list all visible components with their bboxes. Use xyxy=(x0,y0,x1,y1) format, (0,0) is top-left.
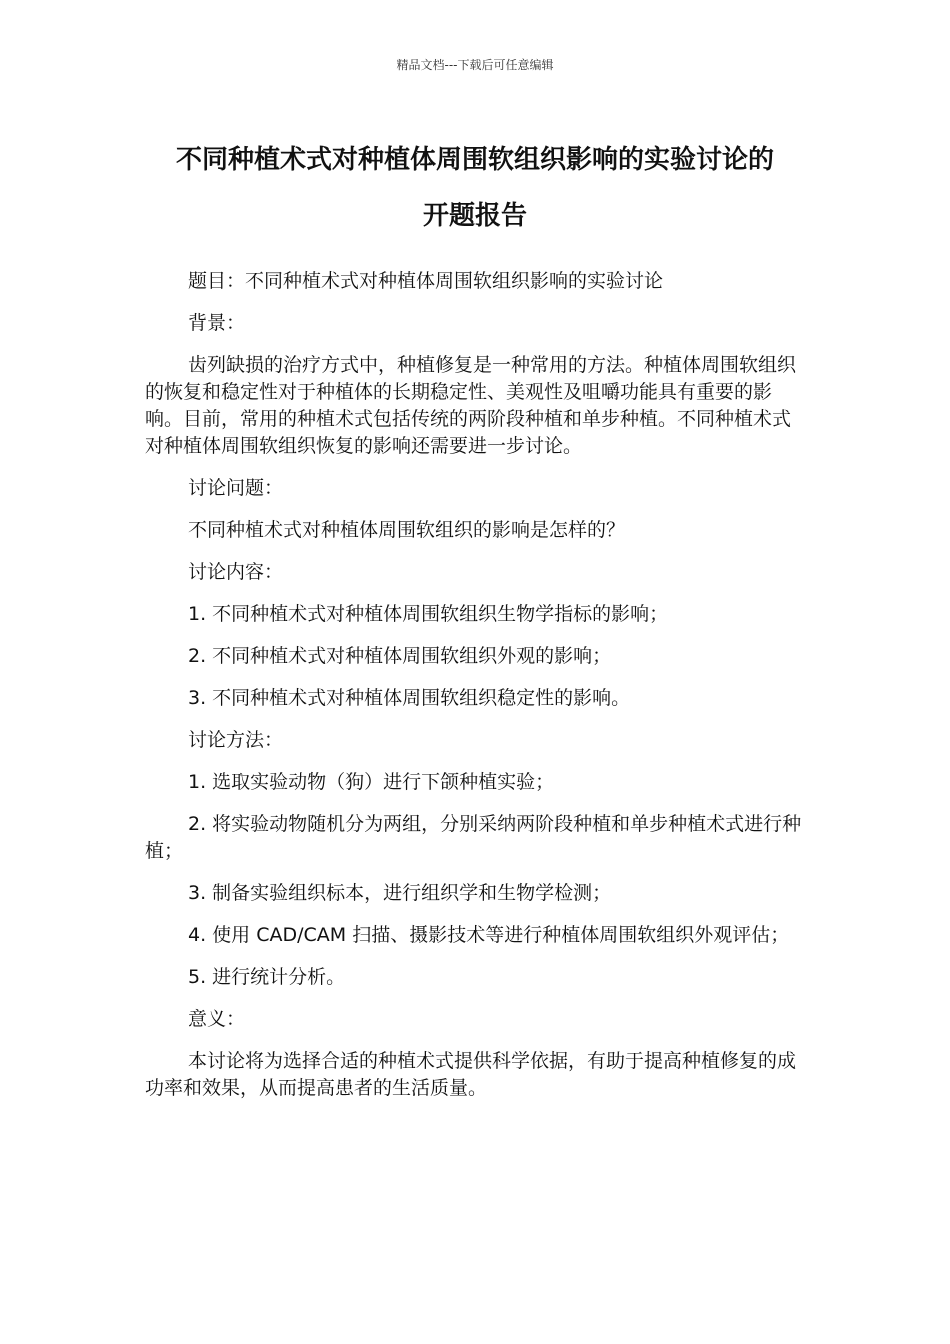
topic-paragraph: 题目：不同种植术式对种植体周围软组织影响的实验讨论 xyxy=(188,270,664,292)
background-paragraph: 齿列缺损的治疗方式中，种植修复是一种常用的方法。种植体周围软组织的恢复和稳定性对于种植体的长期稳定性、美观性及咀嚼功能具有重要的影响。目前，常用的种植术式包括传统的两阶段种植和单步种植。不同种植术式对种植体周围软组织恢复的影响还需要进一步讨论。 xyxy=(145,354,797,457)
method-heading: 讨论方法： xyxy=(188,729,284,751)
method-item: 5. 进行统计分析。 xyxy=(188,966,346,988)
background-heading: 背景： xyxy=(188,312,246,334)
content-item: 2. 不同种植术式对种植体周围软组织外观的影响； xyxy=(188,645,612,667)
content-item: 3. 不同种植术式对种植体周围软组织稳定性的影响。 xyxy=(188,687,631,709)
method-item: 2. 将实验动物随机分为两组，分别采纳两阶段种植和单步种植术式进行种植； xyxy=(145,813,802,862)
page-header: 精品文档---下载后可任意编辑 xyxy=(396,58,554,72)
method-item: 1. 选取实验动物（狗）进行下颌种植实验； xyxy=(188,771,555,793)
significance-paragraph: 本讨论将为选择合适的种植术式提供科学依据，有助于提高种植修复的成功率和效果，从而提高患者的生活质量。 xyxy=(145,1050,797,1099)
document-body xyxy=(145,268,805,1117)
question-paragraph: 不同种植术式对种植体周围软组织的影响是怎样的？ xyxy=(188,519,626,541)
method-item: 3. 制备实验组织标本，进行组织学和生物学检测； xyxy=(188,882,612,904)
question-heading: 讨论问题： xyxy=(188,477,284,499)
significance-heading: 意义： xyxy=(188,1008,246,1030)
content-item: 1. 不同种植术式对种植体周围软组织生物学指标的影响； xyxy=(188,603,669,625)
content-heading: 讨论内容： xyxy=(188,561,284,583)
document-title-line-1: 不同种植术式对种植体周围软组织影响的实验讨论的 xyxy=(175,145,774,175)
document-title xyxy=(140,132,810,244)
method-item: 4. 使用 CAD/CAM 扫描、摄影技术等进行种植体周围软组织外观评估； xyxy=(188,924,790,946)
document-title-line-2: 开题报告 xyxy=(422,201,527,231)
